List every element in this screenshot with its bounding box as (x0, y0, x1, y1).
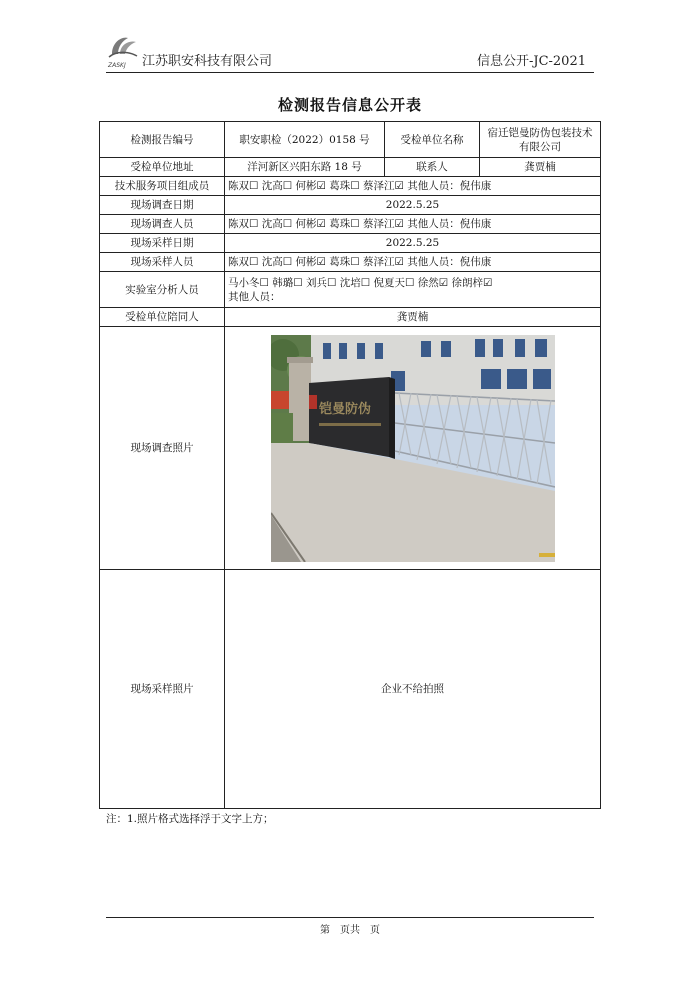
survey-photo-label: 现场调查照片 (100, 327, 225, 570)
contact-value: 龚贾楠 (480, 158, 601, 177)
footnote: 注：1.照片格式选择浮于文字上方； (106, 813, 274, 825)
survey-photo-cell (225, 327, 601, 570)
report-no-value: 职安职检（2022）0158 号 (225, 122, 385, 158)
contact-label: 联系人 (385, 158, 480, 177)
table-row (100, 196, 601, 215)
table-row (100, 122, 601, 158)
table-row (100, 253, 601, 272)
table-row (100, 570, 601, 809)
sampling-staff-value: 陈双☐ 沈高☐ 何彬☑ 葛珠☐ 蔡泽江☑ 其他人员：倪伟康 (225, 253, 601, 272)
survey-date-value: 2022.5.25 (225, 196, 601, 215)
client-address-value: 洋河新区兴阳东路 18 号 (225, 158, 385, 177)
survey-date-label: 现场调查日期 (100, 196, 225, 215)
sampling-photo-value: 企业不给拍照 (225, 570, 601, 809)
client-address-label: 受检单位地址 (100, 158, 225, 177)
team-members-label: 技术服务项目组成员 (100, 177, 225, 196)
footer-divider (106, 917, 594, 918)
lab-analysts-value (225, 272, 601, 308)
survey-staff-value: 陈双☐ 沈高☐ 何彬☑ 葛珠☐ 蔡泽江☑ 其他人员：倪伟康 (225, 215, 601, 234)
sampling-date-label: 现场采样日期 (100, 234, 225, 253)
escort-label: 受检单位陪同人 (100, 308, 225, 327)
table-row (100, 327, 601, 570)
report-info-table (99, 121, 601, 809)
sampling-date-value: 2022.5.25 (225, 234, 601, 253)
client-name-label: 受检单位名称 (385, 122, 480, 158)
table-row (100, 177, 601, 196)
sign-text: 铠曼防伪 (318, 401, 371, 417)
table-row (100, 308, 601, 327)
table-row (100, 158, 601, 177)
table-row (100, 215, 601, 234)
lab-analysts-label: 实验室分析人员 (100, 272, 225, 308)
site-entrance-photo (271, 335, 555, 562)
team-members-value: 陈双☐ 沈高☐ 何彬☑ 葛珠☐ 蔡泽江☑ 其他人员：倪伟康 (225, 177, 601, 196)
lab-analysts-line1: 马小冬☐ 韩璐☐ 刘兵☐ 沈培☐ 倪夏天☐ 徐然☑ 徐朗梓☑ (228, 276, 493, 289)
escort-value: 龚贾楠 (225, 308, 601, 327)
page-header (106, 32, 594, 73)
client-name-value: 宿迁铠曼防伪包装技术有限公司 (480, 122, 601, 158)
sampling-staff-label: 现场采样人员 (100, 253, 225, 272)
table-row (100, 272, 601, 308)
table-row (100, 234, 601, 253)
company-logo-icon (106, 32, 140, 70)
report-no-label: 检测报告编号 (100, 122, 225, 158)
page-number: 第 页共 页 (320, 925, 380, 936)
company-name: 江苏职安科技有限公司 (142, 54, 273, 69)
survey-staff-label: 现场调查人员 (100, 215, 225, 234)
sampling-photo-label: 现场采样照片 (100, 570, 225, 809)
logo-text: ZASKJ (108, 62, 126, 69)
page-title: 检测报告信息公开表 (277, 96, 422, 114)
document-code: 信息公开-JC-2021 (476, 54, 586, 69)
lab-analysts-line2: 其他人员： (228, 290, 281, 303)
